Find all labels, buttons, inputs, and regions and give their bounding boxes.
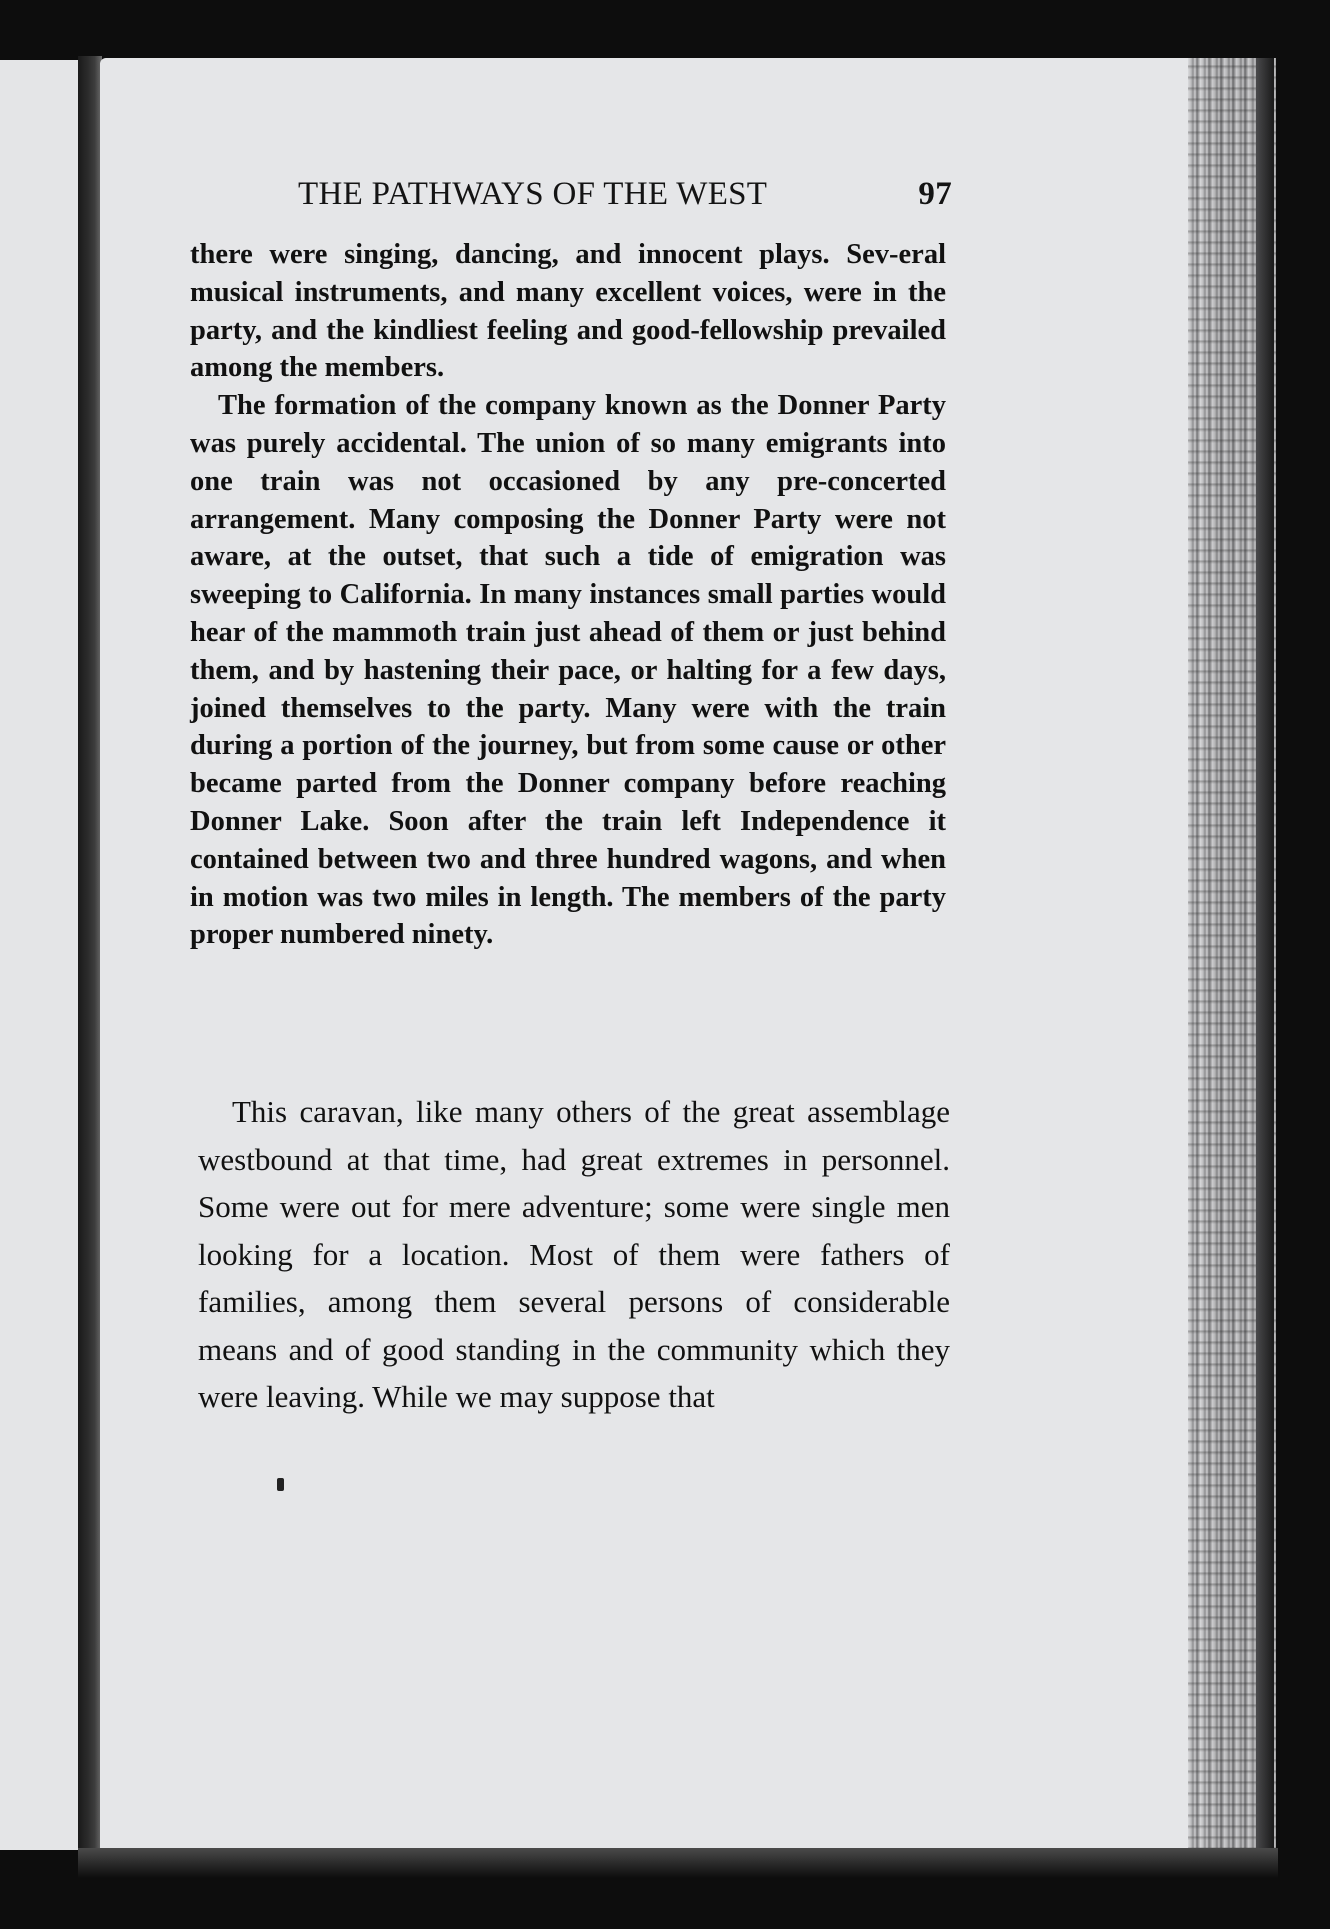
- page-number: 97: [918, 176, 952, 212]
- body-text-block-1: [190, 236, 946, 954]
- book-gutter-shadow: [78, 56, 102, 1856]
- body-text-block-2: [198, 1088, 950, 1421]
- running-title: THE PATHWAYS OF THE WEST: [298, 176, 768, 212]
- page-edge-shadow: [1256, 58, 1274, 1866]
- running-header: [298, 176, 952, 213]
- bottom-shadow: [78, 1848, 1278, 1878]
- paragraph: there were singing, dancing, and innocent plays. Sev-eral musical instruments, and many excellent voices, were in the party, and the kindliest feeling and good-fellowship prevailed among the members.: [190, 239, 946, 384]
- ink-mark: [277, 1478, 284, 1491]
- paragraph: The formation of the company known as the Donner Party was purely accidental. The union of so many emigrants into one train was not occasioned by any pre-concerted arrangement. Many composing the Donner Party were not aware, at the outset, that such a tide of emigration was sweeping to California. In many instances small parties would hear of the mammoth train just ahead of them or just behind them, and by hastening their pace, or halting for a few days, joined themselves to the party. Many were with the train during a portion of the journey, but from some cause or other became parted from the Donner company before reaching Donner Lake. Soon after the train left Independence it contained between two and three hundred wagons, and when in motion was two miles in length. The members of the party proper numbered ninety.: [190, 390, 946, 951]
- paragraph: This caravan, like many others of the great assemblage westbound at that time, had great extremes in personnel. Some were out for mere adventure; some were single men looking for a location. Most of them were fathers of families, among them several persons of considerable means and of good standing in the community which they were leaving. While we may suppose that: [198, 1094, 950, 1414]
- left-facing-page-edge: [0, 60, 78, 1850]
